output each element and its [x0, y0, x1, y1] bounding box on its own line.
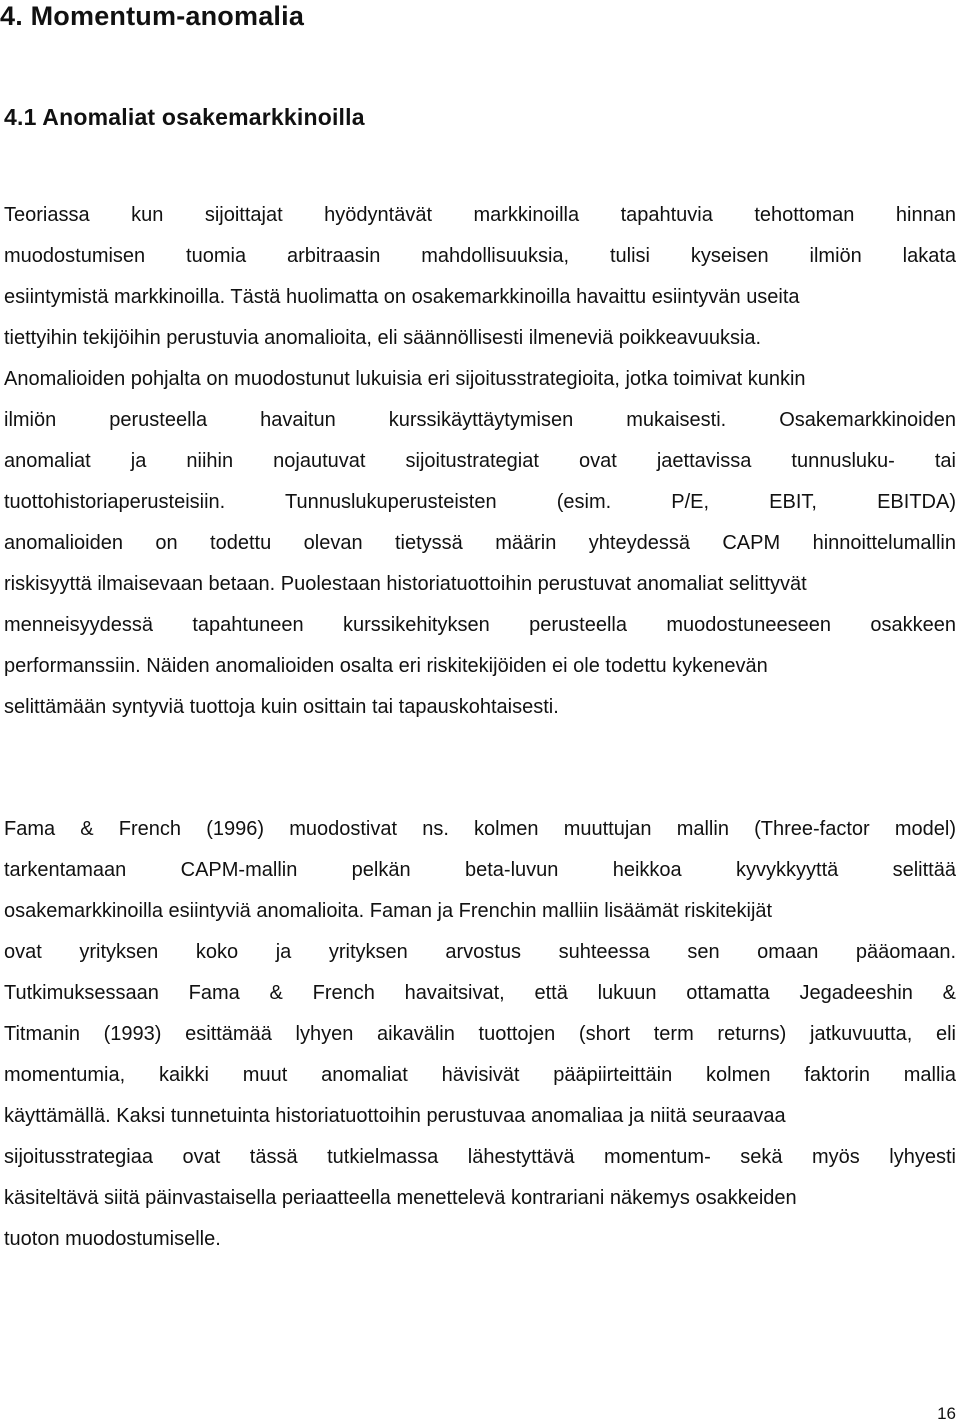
paragraph-line: ilmiön perusteella havaitun kurssikäyttäytymisen mukaisesti. Osakemarkkinoiden	[4, 409, 956, 431]
paragraph-line: tuoton muodostumiselle.	[4, 1228, 221, 1250]
paragraph-line: sijoitusstrategiaa ovat tässä tutkielmassa lähestyttävä momentum- sekä myös lyhyesti	[4, 1146, 956, 1168]
paragraph-line: Anomalioiden pohjalta on muodostunut lukuisia eri sijoitusstrategioita, jotka toimivat kunkin	[4, 368, 806, 390]
paragraph-line: performanssiin. Näiden anomalioiden osalta eri riskitekijöiden ei ole todettu kykenevän	[4, 655, 768, 677]
paragraph-line: esiintymistä markkinoilla. Tästä huolimatta on osakemarkkinoilla havaittu esiintyvän useita	[4, 286, 800, 308]
paragraph-line: Tutkimuksessaan Fama & French havaitsivat, että lukuun ottamatta Jegadeeshin &	[4, 982, 956, 1004]
paragraph-2	[4, 809, 956, 1260]
paragraph-line: anomaliat ja niihin nojautuvat sijoitustrategiat ovat jaettavissa tunnusluku- tai	[4, 450, 956, 472]
paragraph-line: anomalioiden on todettu olevan tietyssä määrin yhteydessä CAPM hinnoittelumallin	[4, 532, 956, 554]
paragraph-line: Fama & French (1996) muodostivat ns. kolmen muuttujan mallin (Three-factor model)	[4, 818, 956, 840]
paragraph-line: käsiteltävä siitä päinvastaisella periaatteella menettelevä kontrariani näkemys osakkeiden	[4, 1187, 797, 1209]
paragraph-line: Teoriassa kun sijoittajat hyödyntävät markkinoilla tapahtuvia tehottoman hinnan	[4, 204, 956, 226]
paragraph-line: tuottohistoriaperusteisiin. Tunnuslukuperusteisten (esim. P/E, EBIT, EBITDA)	[4, 491, 956, 513]
paragraph-line: muodostumisen tuomia arbitraasin mahdollisuuksia, tulisi kyseisen ilmiön lakata	[4, 245, 956, 267]
page-number: 16	[937, 1404, 956, 1423]
paragraph-1	[4, 195, 956, 728]
paragraph-line: momentumia, kaikki muut anomaliat hävisivät pääpiirteittäin kolmen faktorin mallia	[4, 1064, 956, 1086]
chapter-heading: 4. Momentum-anomalia	[0, 1, 305, 31]
paragraph-line: osakemarkkinoilla esiintyviä anomalioita. Faman ja Frenchin malliin lisäämät riskitekijät	[4, 900, 773, 922]
paragraph-line: Titmanin (1993) esittämää lyhyen aikavälin tuottojen (short term returns) jatkuvuutta, eli	[4, 1023, 956, 1045]
paragraph-line: menneisyydessä tapahtuneen kurssikehityksen perusteella muodostuneeseen osakkeen	[4, 614, 956, 636]
paragraph-line: selittämään syntyviä tuottoja kuin osittain tai tapauskohtaisesti.	[4, 696, 559, 718]
paragraph-line: tarkentamaan CAPM-mallin pelkän beta-luvun heikkoa kyvykkyyttä selittää	[4, 859, 956, 881]
paragraph-line: riskisyyttä ilmaisevaan betaan. Puolestaan historiatuottoihin perustuvat anomaliat selittyvät	[4, 573, 807, 595]
section-heading: 4.1 Anomaliat osakemarkkinoilla	[4, 104, 365, 130]
paragraph-line: tiettyihin tekijöihin perustuvia anomalioita, eli säännöllisesti ilmeneviä poikkeavuuksia.	[4, 327, 762, 349]
paragraph-line: käyttämällä. Kaksi tunnetuinta historiatuottoihin perustuvaa anomaliaa ja niitä seuraavaa	[4, 1105, 786, 1127]
paragraph-line: ovat yrityksen koko ja yrityksen arvostus suhteessa sen omaan pääomaan.	[4, 941, 956, 963]
